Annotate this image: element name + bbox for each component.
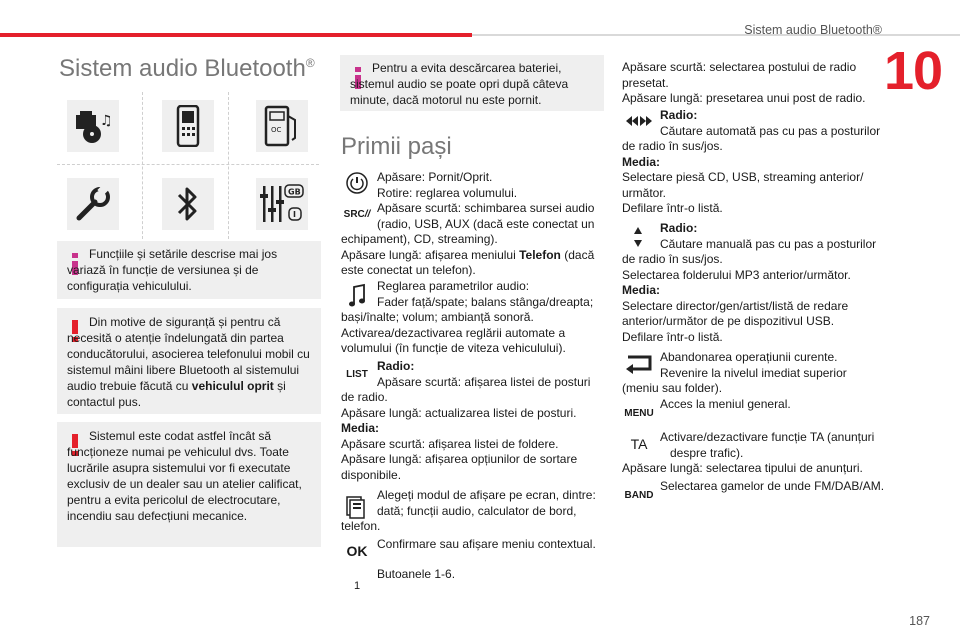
music-note-icon: [342, 282, 372, 310]
display-mode-description-cont: telefon.: [341, 519, 381, 533]
phone-icon: [162, 100, 214, 152]
back-description: Abandonarea operațiunii curente. Revenire la nivelul imediat superior: [660, 350, 847, 380]
info-note-box: Funcțiile și setările descrise mai jos variază în funcție de versiunea și de configurația vehiculului.: [57, 241, 321, 299]
running-header: Sistem audio Bluetooth®: [744, 23, 882, 37]
audio-settings-description-cont: bași/înalte; volum; ambianță sonoră. Activarea/dezactivarea reglării automate a volumului (în funcție de viteza vehiculului).: [341, 310, 566, 356]
preset-buttons-description: Butoanele 1-6.: [377, 567, 456, 581]
header-gray-bar: [472, 34, 960, 36]
menu-description: Acces la meniul general.: [660, 397, 791, 411]
ok-description: Confirmare sau afișare meniu contextual.: [377, 537, 596, 551]
ta-description: Activare/dezactivare funcție TA (anunțuri despre trafic).: [660, 430, 875, 460]
menu-button-icon: MENU: [624, 407, 654, 419]
manual-description-cont: de radio în sus/jos. Selectarea folderului MP3 anterior/următor. Media: Selectare director/gen/artist/listă de redare anterior/următor de pe dispozitivul USB. Defilare într-o listă.: [622, 252, 851, 344]
svg-text:OC: OC: [271, 126, 282, 134]
bluetooth-icon: [162, 178, 214, 230]
up-down-arrows-icon: [630, 224, 646, 250]
list-button-icon: LIST: [346, 368, 368, 380]
manual-radio-description: Radio: Căutare manuală pas cu pas a posturilor: [660, 221, 877, 251]
page-title: Sistem audio Bluetooth®: [59, 55, 315, 82]
settings-language-icon: [256, 178, 308, 230]
band-description: Selectarea gamelor de unde FM/DAB/AM.: [660, 479, 885, 493]
svg-text:♫: ♫: [100, 113, 113, 129]
list-radio-description: Radio: Apăsare scurtă: afișarea listei de posturi: [377, 359, 591, 389]
fuel-pump-icon: [256, 100, 308, 152]
info-note-box-battery: Pentru a evita descărcarea bateriei, sistemul audio se poate opri după câteva minute, dacă motorul nu este pornit.: [340, 55, 604, 111]
ta-button-icon: TA: [630, 436, 648, 452]
power-description: Apăsare: Pornit/Oprit. Rotire: reglarea volumului. Apăsare scurtă: schimbarea sursei audio (radio, USB, AUX (dacă este conectat un: [377, 170, 595, 231]
src-button-icon: SRC //: [343, 208, 371, 220]
ta-description-cont: Apăsare lungă: selectarea tipului de anunțuri.: [622, 461, 863, 475]
warning-box-service: Sistemul este codat astfel încât să funcționeze numai pe vehiculul dvs. Toate lucrările asupra sistemului vor fi executate exclusiv de un dealer sau un atelier calificat, pentru a evita pericolul de electrocutare, incendiu sau defecțiuni mecanice.: [57, 422, 321, 547]
back-description-cont: (meniu sau folder).: [622, 381, 723, 395]
section-title: Primii pași: [341, 133, 452, 160]
svg-text:GB: GB: [288, 187, 301, 197]
chapter-number: 10: [884, 41, 943, 101]
feature-icon-grid: [57, 92, 319, 244]
seek-arrows-icon: [622, 112, 656, 130]
display-mode-description: Alegeți modul de afișare pe ecran, dintre: dată; funcții audio, calculator de bord,: [377, 488, 596, 518]
seek-radio-description: Radio: Căutare automată pas cu pas a posturilor: [660, 108, 881, 138]
radio-cd-icon: [67, 100, 119, 152]
display-mode-icon: [342, 494, 372, 522]
preset-button-icon: 1: [353, 580, 361, 592]
presets-description: Apăsare scurtă: selectarea postului de radio presetat. Apăsare lungă: presetarea unui post de radio.: [622, 60, 866, 106]
band-button-icon: BAND: [624, 489, 654, 501]
ok-button-icon: OK: [346, 543, 368, 559]
src-description: echipament), CD, streaming). Apăsare lungă: afișarea meniului Telefon (dacă este conectat un telefon).: [341, 232, 595, 278]
svg-text:I: I: [293, 210, 296, 219]
header-red-bar: [0, 33, 472, 37]
seek-description-cont: de radio în sus/jos. Media: Selectare piesă CD, USB, streaming anterior/ următor. Defilare într-o listă.: [622, 139, 864, 216]
wrench-icon: [67, 178, 119, 230]
power-volume-knob-icon: [342, 170, 372, 196]
page-number: 187: [909, 614, 930, 628]
back-arrow-icon: [622, 352, 656, 376]
audio-settings-description: Reglarea parametrilor audio: Fader față/spate; balans stânga/dreapta;: [377, 279, 594, 309]
warning-box-safety: Din motive de siguranță și pentru că necesită o atenție îndelungată din partea conducătorului, asocierea telefonului mobil cu sistemul mâini libere Bluetooth al sistemului audio trebuie făcută cu vehiculul oprit și contactul pus.: [57, 308, 321, 414]
list-description-cont: de radio. Apăsare lungă: actualizarea listei de posturi. Media: Apăsare scurtă: afișarea listei de foldere. Apăsare lungă: afișarea opțiunilor de sortare disponibile.: [341, 390, 578, 482]
